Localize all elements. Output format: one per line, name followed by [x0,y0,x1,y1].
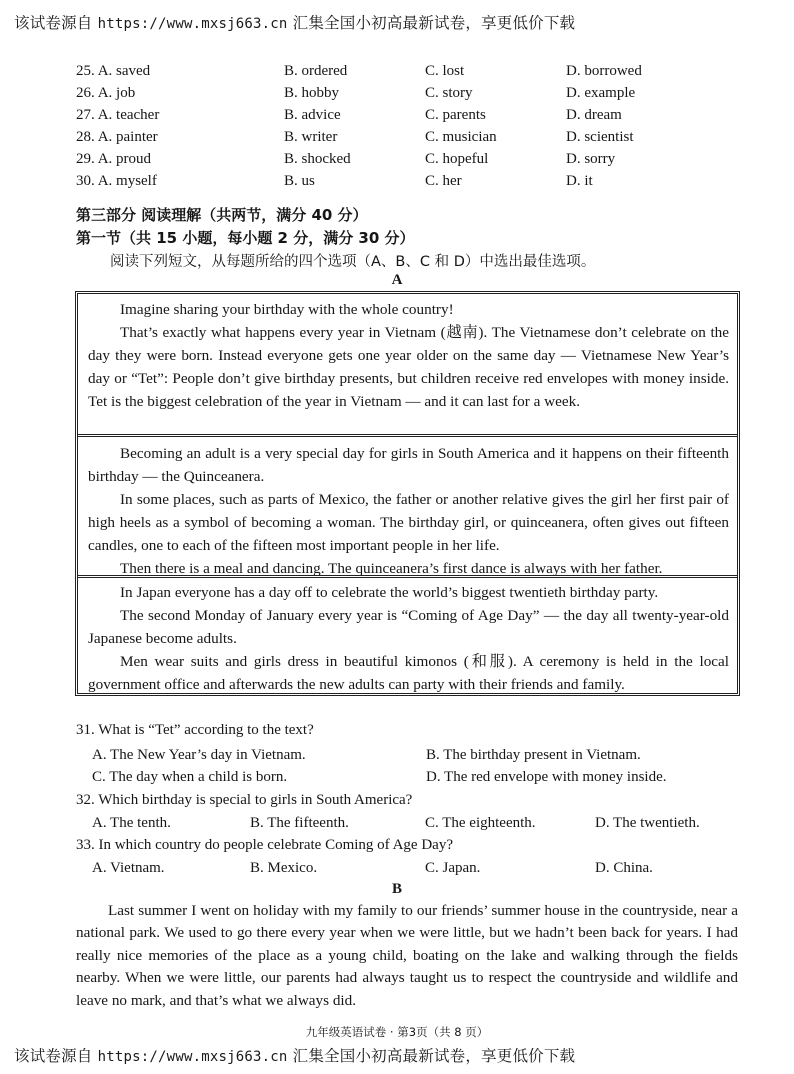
option-row-26 [76,85,776,106]
question-stem: 32. Which birthday is special to girls in South America? [76,792,413,808]
question-options-row [92,860,782,881]
question-stem: 31. What is “Tet” according to the text? [76,722,314,738]
question-options-row [92,769,782,790]
option-d: D. borrowed [566,63,642,79]
option-d: D. it [566,173,593,189]
question-stem: 33. In which country do people celebrate Coming of Age Day? [76,837,453,853]
section-divider [78,434,737,437]
option-c: C. her [425,173,462,189]
passage-b [76,900,738,1012]
option-row-30 [76,173,776,194]
page-footer: 九年级英语试卷 · 第3页（共 8 页） [305,1025,489,1039]
banner-url[interactable]: https://www.mxsj663.cn [97,1049,288,1065]
option-c: C. parents [425,107,486,123]
option-d: D. sorry [566,151,616,167]
option-c: C. The day when a child is born. [92,769,288,785]
option-c: C. The eighteenth. [425,815,536,831]
option-a: 27. A. teacher [76,107,160,123]
question-options-row [92,747,782,768]
option-c: C. hopeful [425,151,489,167]
option-a: A. Vietnam. [92,860,165,876]
option-c: C. lost [425,63,465,79]
paragraph: The second Monday of January every year is “Coming of Age Day” — the day all twenty-year-old Japanese become adults. [88,607,729,647]
option-d: D. example [566,85,636,101]
paragraph: Last summer I went on holiday with my family to our friends’ summer house in the countryside, near a national park. We used to go there every year when we were little, but we hadn’t been back for years. I had really nice memories of the place as a young child, boating on the lake and walking through the fields nearby. When we were little, our parents had always taught us to respect the countryside and wildlife and leave no mark, and that’s what we always did. [76,902,738,1009]
section-divider [78,575,737,578]
paragraph: Becoming an adult is a very special day for girls in South America and it happens on their fifteenth birthday — the Quinceanera. [88,445,729,485]
option-row-27 [76,107,776,128]
section1-heading: 第一节（共 15 小题，每小题 2 分，满分 30 分） [76,229,415,247]
option-b: B. ordered [284,63,348,79]
option-c: C. Japan. [425,860,481,876]
option-d: D. scientist [566,129,634,145]
paragraph: Then there is a meal and dancing. The quinceanera’s first dance is always with her father. [120,560,663,577]
passage-section-japan [78,581,737,696]
option-b: B. advice [284,107,341,123]
option-c: C. story [425,85,473,101]
paragraph: That’s exactly what happens every year in Vietnam (越南). The Vietnamese don’t celebrate on the day they were born. Instead everyone gets one year older on the same day — Vietnamese New Year’s day or “Tet”: People don’t give birthday presents, but children receive red envelopes with money inside. Tet is the biggest celebration of the year in Vietnam — and it can last for a week. [88,324,729,410]
option-b: B. writer [284,129,338,145]
option-b: B. Mexico. [250,860,318,876]
banner-url[interactable]: https://www.mxsj663.cn [97,16,288,32]
option-b: B. The birthday present in Vietnam. [426,747,641,763]
source-banner-top [14,11,794,33]
question-options-row [92,815,782,836]
instruction-text: 阅读下列短文，从每题所给的四个选项（A、B、C 和 D）中选出最佳选项。 [110,254,596,270]
option-a: 26. A. job [76,85,136,101]
banner-suffix: 汇集全国小初高最新试卷，享更低价下载 [292,14,576,32]
passage-section-vietnam [78,298,737,413]
option-a: 25. A. saved [76,63,151,79]
passage-a-label: A [391,272,403,288]
option-c: C. musician [425,129,497,145]
option-row-28 [76,129,776,150]
option-b: B. hobby [284,85,340,101]
source-banner-bottom [14,1044,794,1066]
banner-suffix: 汇集全国小初高最新试卷，享更低价下载 [292,1047,576,1065]
passage-section-south-america [78,442,737,580]
option-d: D. The red envelope with money inside. [426,769,667,785]
option-a: 29. A. proud [76,151,152,167]
banner-prefix: 该试卷源自 [14,14,93,32]
passage-a-box [75,291,740,696]
banner-prefix: 该试卷源自 [14,1047,93,1065]
option-d: D. The twentieth. [595,815,700,831]
option-a: 30. A. myself [76,173,157,189]
paragraph: Imagine sharing your birthday with the whole country! [120,301,454,318]
option-d: D. China. [595,860,653,876]
option-row-25 [76,63,776,84]
paragraph: In some places, such as parts of Mexico, the father or another relative gives the girl her first pair of high heels as a symbol of becoming a woman. The birthday girl, or quinceanera, often gives out fifteen candles, one to each of the fifteen most important people in her life. [88,491,729,554]
option-a: A. The tenth. [92,815,171,831]
paragraph: In Japan everyone has a day off to celebrate the world’s biggest twentieth birthday party. [120,584,659,601]
passage-b-label: B [391,881,402,897]
option-a: 28. A. painter [76,129,158,145]
option-d: D. dream [566,107,622,123]
option-b: B. shocked [284,151,351,167]
option-row-29 [76,151,776,172]
option-b: B. us [284,173,315,189]
option-b: B. The fifteenth. [250,815,349,831]
option-a: A. The New Year’s day in Vietnam. [92,747,306,763]
part3-heading: 第三部分 阅读理解（共两节，满分 40 分） [76,206,368,224]
paragraph: Men wear suits and girls dress in beautiful kimonos (和服). A ceremony is held in the local government office and afterwards the new adults can party with their friends and family. [88,653,729,693]
